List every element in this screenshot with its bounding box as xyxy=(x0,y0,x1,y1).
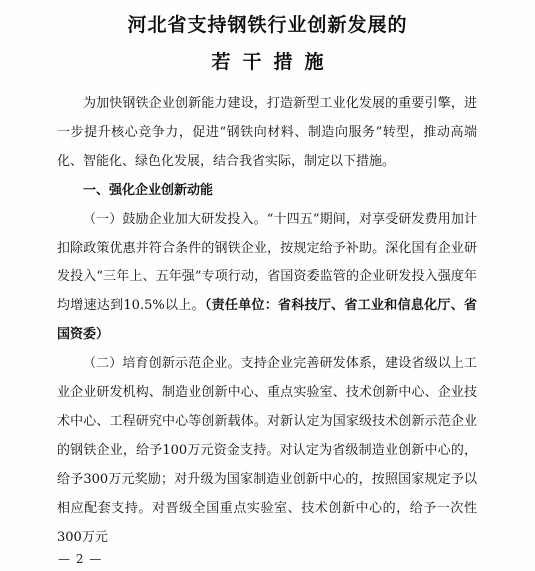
document-title-line1: 河北省支持钢铁行业创新发展的 xyxy=(127,14,408,36)
measure-paragraph-1 xyxy=(57,206,477,351)
document-body xyxy=(57,90,477,553)
measure-1-text: （一）鼓励企业加大研发投入。“十四五”期间，对享受研发费用加计扣除政策优惠并符合条件的钢铁企业，按规定给予补助。深化国有企业研发投入“三年上、五年强”专项行动，省国资委监管的企业研发投入强度年均增速达到10.5%以上。 xyxy=(57,211,477,314)
document-title-line2: 若干措施 xyxy=(211,51,336,73)
measure-paragraph-2: （二）培育创新示范企业。支持企业完善研发体系，建设省级以上工业企业研发机构、制造业创新中心、重点实验室、技术创新中心、企业技术中心、工程研究中心等创新载体。对新认定为国家级技术创新示范企业的钢铁企业，给予100万元资金支持。对认定为省级制造业创新中心的，给予300万元奖励；对升级为国家制造业创新中心的，按照国家规定予以相应配套支持。对晋级全国重点实验室、技术创新中心的，给予一次性300万元 xyxy=(57,356,477,545)
page-number: — 2 — xyxy=(58,552,103,566)
intro-paragraph: 为加快钢铁企业创新能力建设，打造新型工业化发展的重要引擎，进一步提升核心竞争力，促进“钢铁向材料、制造向服务”转型，推动高端化、智能化、绿色化发展，结合我省实际，制定以下措施。 xyxy=(57,96,477,169)
responsible-units: （责任单位：省科技厅、省工业和信息化厅、省国资委） xyxy=(57,298,477,343)
section-heading: 一、强化企业创新动能 xyxy=(83,182,214,198)
